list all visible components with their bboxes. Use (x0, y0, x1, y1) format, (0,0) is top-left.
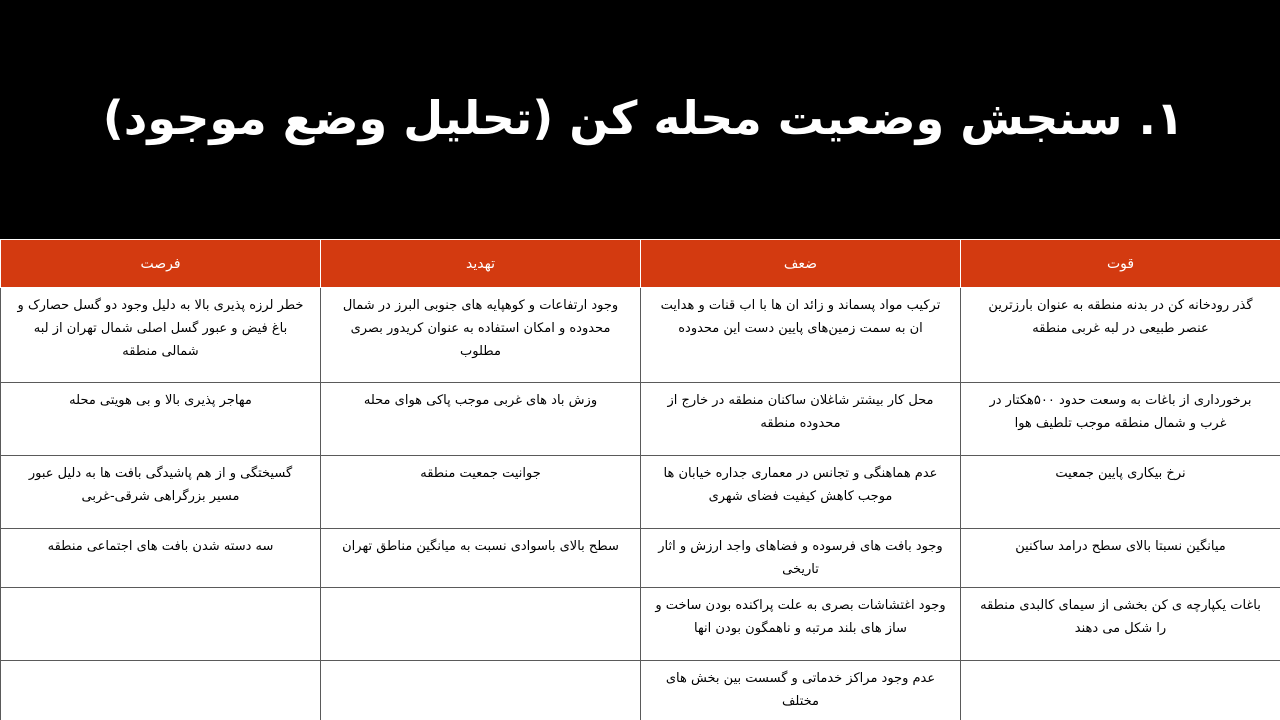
table-cell: جوانیت جمعیت منطقه (321, 456, 641, 529)
table-cell: نرخ بیکاری پایین جمعیت (961, 456, 1280, 529)
slide-title: ۱. سنجش وضعیت محله کن (تحلیل وضع موجود) (102, 91, 1184, 145)
table-row (1, 456, 1280, 529)
table-cell (321, 588, 641, 661)
header-opportunities: فرصت (1, 240, 321, 288)
table-cell: مهاجر پذیری بالا و بی هویتی محله (1, 383, 321, 456)
table-cell: عدم هماهنگی و تجانس در معماری جداره خیابان ها موجب کاهش کیفیت فضای شهری (641, 456, 961, 529)
table-cell: برخورداری از باغات به وسعت حدود ۵۰۰هکتار در غرب و شمال منطقه موجب تلطیف هوا (961, 383, 1280, 456)
table-cell (1, 661, 321, 720)
header-threats: تهدید (321, 240, 641, 288)
table-cell: وجود بافت های فرسوده و فضاهای واجد ارزش و اثار تاریخی (641, 529, 961, 588)
table-row (1, 288, 1280, 383)
table-row (1, 383, 1280, 456)
table-cell: میانگین نسبتا بالای سطح درامد ساکنین (961, 529, 1280, 588)
table-row (1, 529, 1280, 588)
table-row (1, 661, 1280, 720)
table-cell: گسیختگی و از هم پاشیدگی بافت ها به دلیل عبور مسیر بزرگراهی شرقی-غربی (1, 456, 321, 529)
table-cell: وزش باد های غربی موجب پاکی هوای محله (321, 383, 641, 456)
table-cell: ترکیب مواد پسماند و زائد ان ها با اب قنات و هدایت ان به سمت زمین‌های پایین دست این محدوده (641, 288, 961, 383)
table-header-row (1, 240, 1280, 288)
table-cell: خطر لرزه پذیری بالا به دلیل وجود دو گسل حصارک و باغ فیض و عبور گسل اصلی شمال تهران از لبه شمالی منطقه (1, 288, 321, 383)
table-cell: سطح بالای باسوادی نسبت به میانگین مناطق تهران (321, 529, 641, 588)
title-band (0, 0, 1280, 240)
table-cell: گذر رودخانه کن در بدنه منطقه به عنوان بارزترین عنصر طبیعی در لبه غربی منطقه (961, 288, 1280, 383)
header-strengths: قوت (961, 240, 1280, 288)
table-cell (321, 661, 641, 720)
header-weaknesses: ضعف (641, 240, 961, 288)
table-cell: وجود اغتشاشات بصری به علت پراکنده بودن ساخت و ساز های بلند مرتبه و ناهمگون بودن انها (641, 588, 961, 661)
table-cell: عدم وجود مراکز خدماتی و گسست بین بخش های مختلف (641, 661, 961, 720)
table-cell: وجود ارتفاعات و کوهپایه های جنوبی البرز در شمال محدوده و امکان استفاده به عنوان کریدور بصری مطلوب (321, 288, 641, 383)
table-cell (1, 588, 321, 661)
table-cell (961, 661, 1280, 720)
swot-table (0, 239, 1280, 720)
table-cell: محل کار بیشتر شاغلان ساکنان منطقه در خارج از محدوده منطقه (641, 383, 961, 456)
table-cell: باغات یکپارچه ی کن بخشی از سیمای کالبدی منطقه را شکل می دهند (961, 588, 1280, 661)
table-cell: سه دسته شدن بافت های اجتماعی منطقه (1, 529, 321, 588)
table-row (1, 588, 1280, 661)
